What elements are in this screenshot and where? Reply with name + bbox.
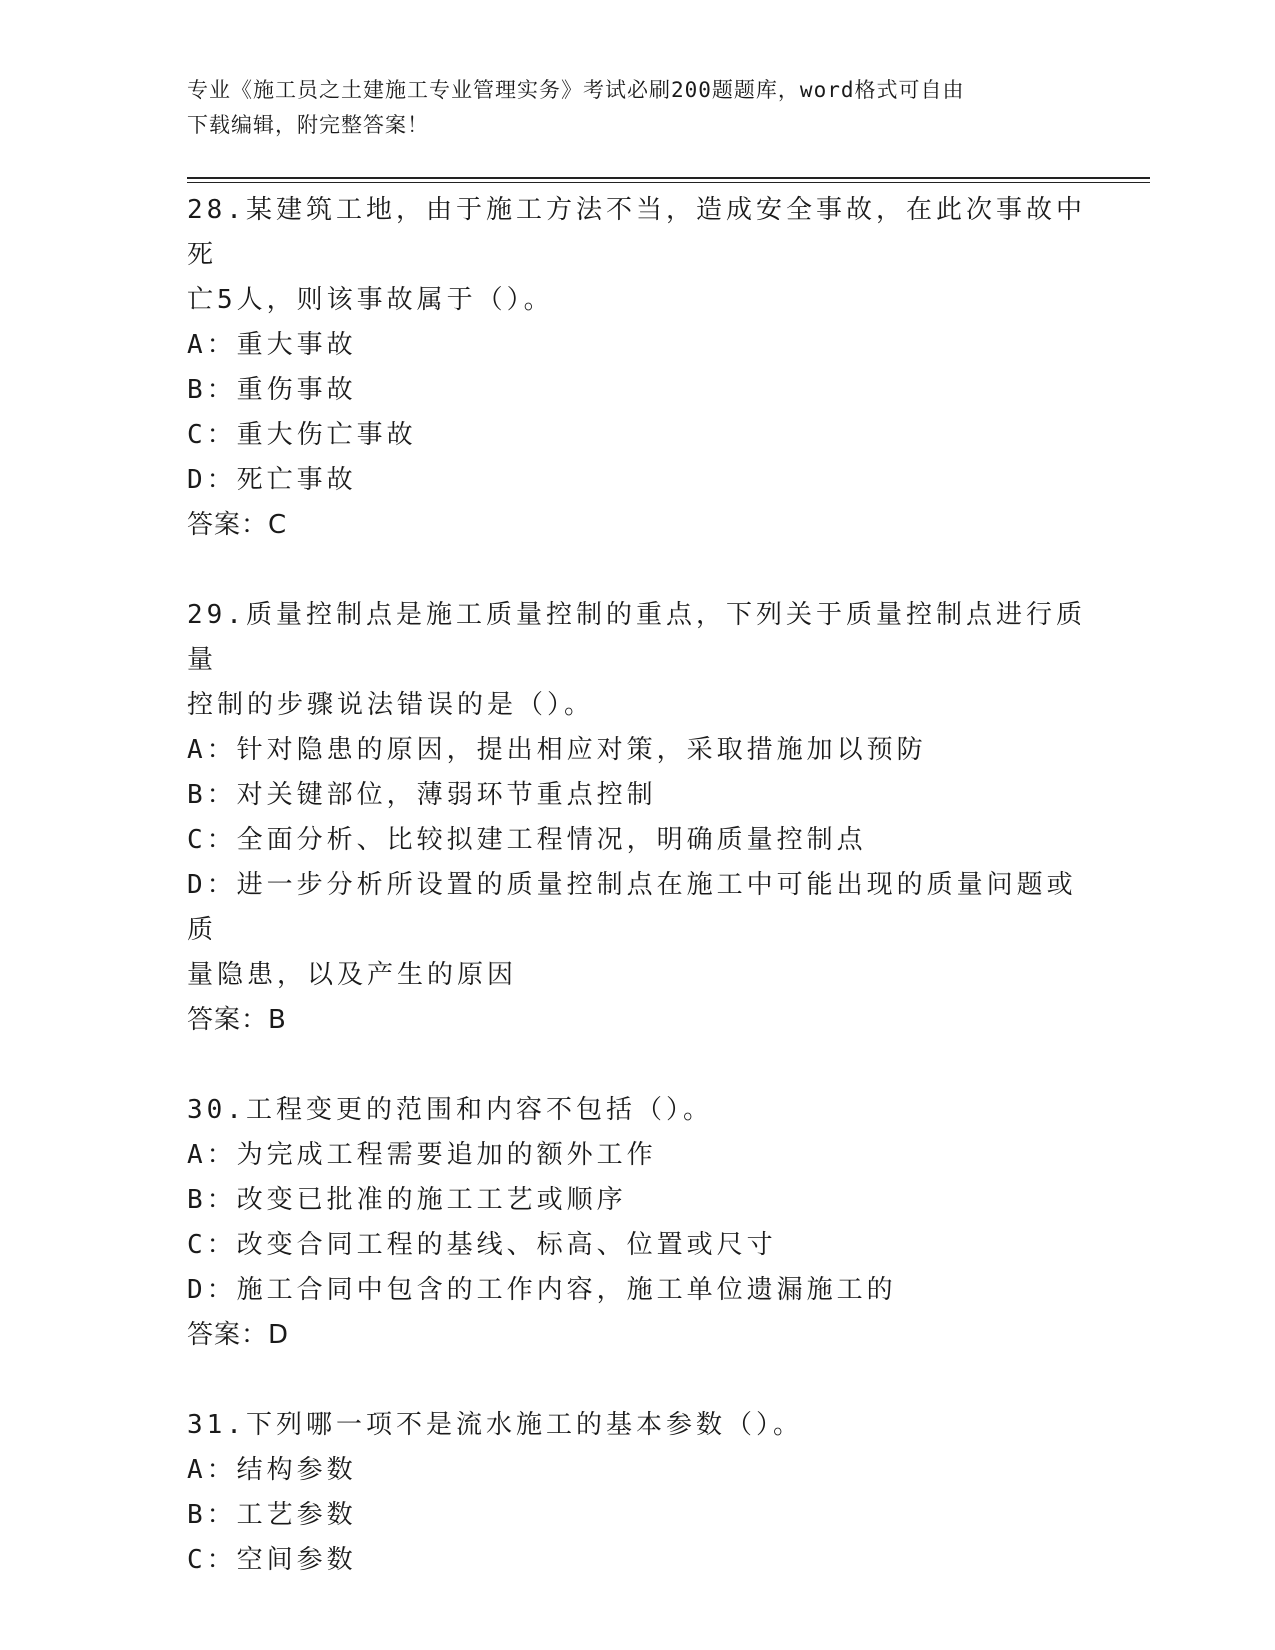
answer-line: 答案：B	[187, 1005, 287, 1035]
header-divider-thick	[187, 177, 1150, 179]
question-28	[187, 188, 1087, 548]
question-stem-line: 亡5人，则该事故属于（）。	[187, 285, 554, 315]
option-c: C：空间参数	[187, 1545, 357, 1575]
header-divider-thin	[187, 182, 1150, 183]
option-c: C：全面分析、比较拟建工程情况，明确质量控制点	[187, 825, 867, 855]
header-title-line-1: 专业《施工员之土建施工专业管理实务》考试必刷200题题库，word格式可自由	[187, 78, 965, 102]
question-29	[187, 593, 1087, 1043]
option-d: D：进一步分析所设置的质量控制点在施工中可能出现的质量问题或质	[187, 870, 1077, 945]
question-stem-line: 31.下列哪一项不是流水施工的基本参数（）。	[187, 1410, 803, 1440]
question-stem-line: 29.质量控制点是施工质量控制的重点，下列关于质量控制点进行质量	[187, 600, 1086, 675]
option-b: B：重伤事故	[187, 375, 357, 405]
option-d: D：死亡事故	[187, 465, 357, 495]
option-a: A：结构参数	[187, 1455, 357, 1485]
document-header	[187, 73, 1087, 143]
answer-line: 答案：C	[187, 510, 288, 540]
option-c: C：重大伤亡事故	[187, 420, 417, 450]
option-b: B：改变已批准的施工工艺或顺序	[187, 1185, 627, 1215]
option-a: A：针对隐患的原因，提出相应对策，采取措施加以预防	[187, 735, 927, 765]
option-b: B：工艺参数	[187, 1500, 357, 1530]
answer-line: 答案：D	[187, 1320, 290, 1350]
header-title-line-2: 下载编辑，附完整答案！	[187, 113, 429, 137]
option-c: C：改变合同工程的基线、标高、位置或尺寸	[187, 1230, 777, 1260]
question-stem-line: 控制的步骤说法错误的是（）。	[187, 690, 595, 720]
question-list	[187, 188, 1087, 1628]
option-d: D：施工合同中包含的工作内容，施工单位遗漏施工的	[187, 1275, 897, 1305]
option-a: A：为完成工程需要追加的额外工作	[187, 1140, 657, 1170]
question-30	[187, 1088, 1087, 1358]
question-stem-line: 28.某建筑工地，由于施工方法不当，造成安全事故，在此次事故中死	[187, 195, 1086, 270]
option-b: B：对关键部位，薄弱环节重点控制	[187, 780, 657, 810]
option-a: A：重大事故	[187, 330, 357, 360]
question-31	[187, 1403, 1087, 1583]
question-stem-line: 30.工程变更的范围和内容不包括（）。	[187, 1095, 713, 1125]
option-d-continued: 量隐患，以及产生的原因	[187, 960, 518, 990]
